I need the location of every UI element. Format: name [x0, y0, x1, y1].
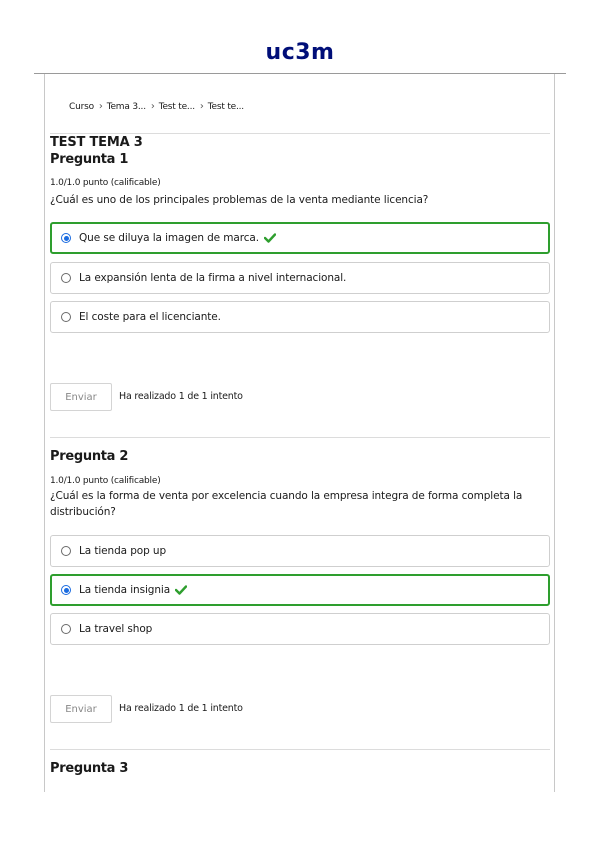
question-divider — [50, 437, 550, 438]
question-1-submit-button[interactable]: Enviar — [50, 383, 112, 411]
question-1-option-3[interactable] — [50, 301, 550, 333]
radio-unselected[interactable] — [61, 312, 71, 322]
radio-unselected[interactable] — [61, 273, 71, 283]
breadcrumb-item-course[interactable]: Curso — [69, 102, 94, 112]
question-2-submit-button[interactable]: Enviar — [50, 695, 112, 723]
chevron-right-icon: › — [98, 101, 103, 112]
question-1-text: ¿Cuál es uno de los principales problemas de la venta mediante licencia? — [50, 194, 429, 206]
option-label: La expansión lenta de la firma a nivel internacional. — [79, 272, 347, 284]
question-2-option-3[interactable] — [50, 613, 550, 645]
question-1-points: 1.0/1.0 punto (calificable) — [50, 178, 161, 188]
question-3-title: Pregunta 3 — [50, 761, 129, 776]
question-2-points: 1.0/1.0 punto (calificable) — [50, 476, 161, 486]
radio-selected[interactable] — [61, 585, 71, 595]
question-1-option-2[interactable] — [50, 262, 550, 294]
question-divider — [50, 749, 550, 750]
question-1-title: Pregunta 1 — [50, 152, 129, 167]
option-label: La tienda pop up — [79, 545, 167, 557]
option-label: La travel shop — [79, 623, 153, 635]
question-2-title: Pregunta 2 — [50, 449, 129, 464]
option-label: El coste para el licenciante. — [79, 311, 221, 323]
question-2-option-2[interactable] — [50, 574, 550, 606]
question-2-option-1[interactable] — [50, 535, 550, 567]
chevron-right-icon: › — [150, 101, 155, 112]
option-label: Que se diluya la imagen de marca. — [79, 232, 259, 244]
breadcrumb — [69, 101, 244, 112]
question-2-text: ¿Cuál es la forma de venta por excelencia cuando la empresa integra de forma completa la distribución? — [50, 490, 523, 518]
option-label: La tienda insignia — [79, 584, 171, 596]
radio-unselected[interactable] — [61, 546, 71, 556]
test-title: TEST TEMA 3 — [50, 135, 143, 150]
question-2-attempts: Ha realizado 1 de 1 intento — [119, 703, 243, 714]
chevron-right-icon: › — [199, 101, 204, 112]
check-icon — [175, 585, 187, 595]
question-1-option-1[interactable] — [50, 222, 550, 254]
breadcrumb-item-current[interactable]: Test te... — [207, 102, 244, 112]
radio-unselected[interactable] — [61, 624, 71, 634]
check-icon — [264, 233, 276, 243]
radio-selected[interactable] — [61, 233, 71, 243]
uc3m-logo[interactable]: uc3m — [265, 40, 335, 65]
question-1-attempts: Ha realizado 1 de 1 intento — [119, 391, 243, 402]
breadcrumb-divider — [50, 133, 550, 134]
breadcrumb-item-subsection[interactable]: Test te... — [158, 102, 195, 112]
breadcrumb-item-unit[interactable]: Tema 3... — [106, 102, 146, 112]
